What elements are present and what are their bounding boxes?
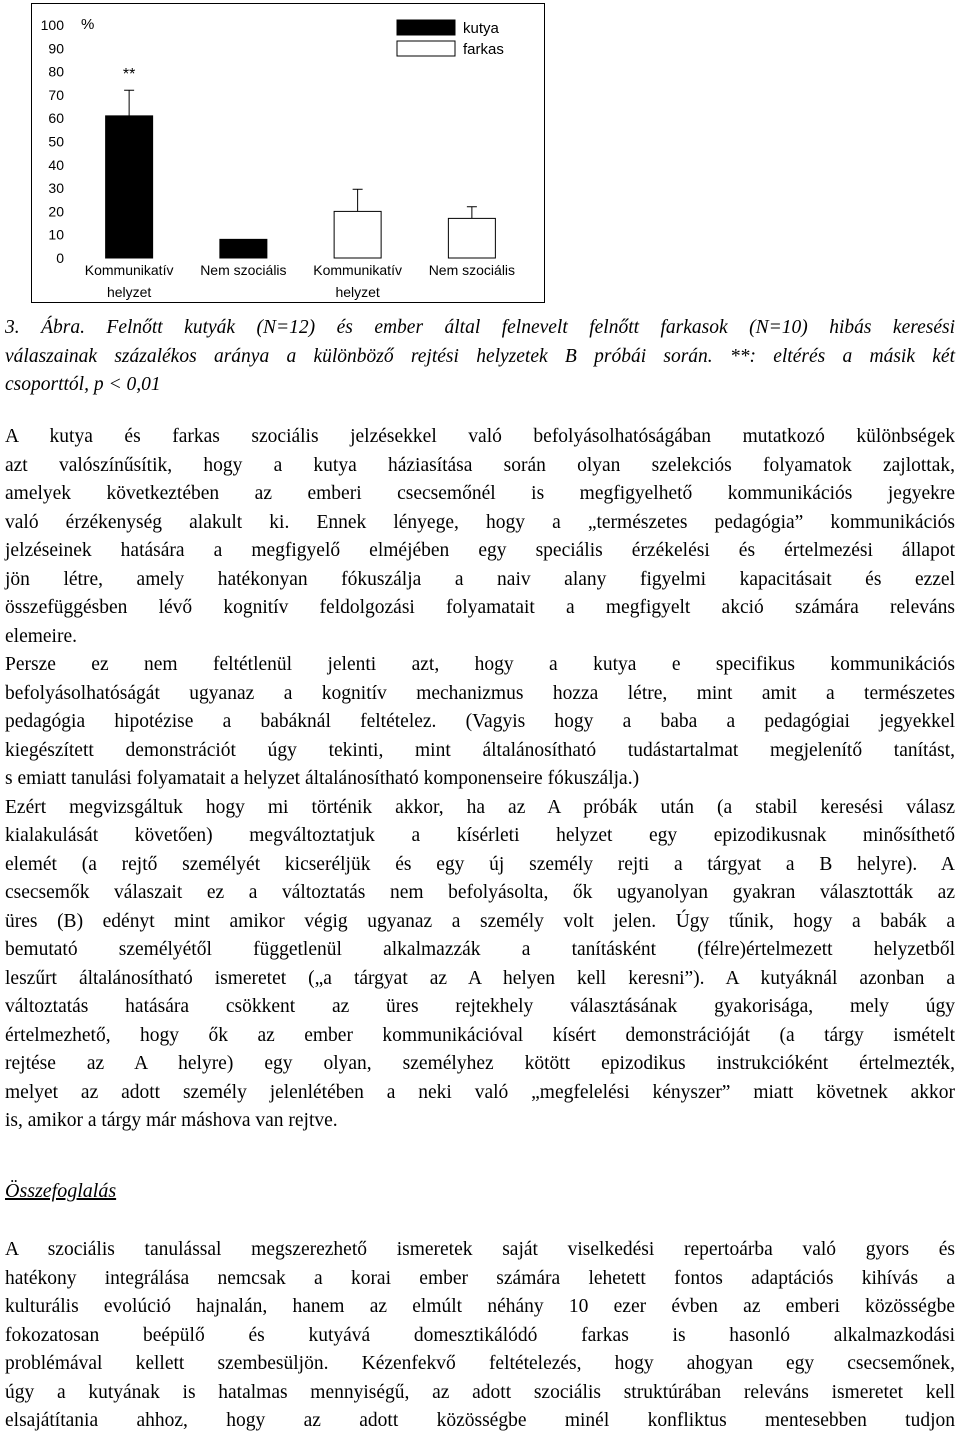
x-category-label: Nem szociális [428,262,516,278]
bar-chart [31,3,545,303]
paragraph [5,651,955,794]
text-line: A kutya és farkas szociális jelzésekkel való befolyásolhatóságában mutatkozó különbségek [5,426,955,447]
text-line: Ezért megvizsgáltuk hogy mi történik akkor, ha az A próbák után (a stabil keresési válasz [5,796,955,818]
legend-swatch-kutya [397,20,455,35]
text-line: csoporttól, p < 0,01 [5,374,161,395]
text-line: is, amikor a tárgy már máshova van rejtve. [5,1110,338,1131]
text-line: rejtése az A helyre) egy olyan, személyhez kötött epizodikus instrukcióként értelmezték, [5,1053,955,1074]
x-category-label: helyzet [106,284,152,300]
text-line: értelmezhető, hogy ők az ember kommunikációval kísért demonstrációját (a tárgy ismételt [5,1024,955,1046]
text-line: befolyásolhatóságát ugyanaz a kognitív mechanizmus hozza létre, mint amit a természetes [5,682,955,704]
legend-label: kutya [463,20,499,37]
text-line: azt valószínűsítik, hogy a kutya háziasítása során olyan szelekciós folyamatok zajlottak, [5,454,955,476]
significance-marker: ** [122,66,136,84]
text-line: A szociális tanulással megszerezhető ismeretek saját viselkedési repertoárba való gyors és [5,1239,955,1260]
text-line: jelzéseinek hatására a megfigyelő elméjében egy speciális érzékelési és értelmezési állapot [5,540,955,561]
y-tick-label: 90 [48,40,64,57]
bar-kutya [106,116,153,258]
bar-farkas [334,211,381,258]
text-line: összefüggésben lévő kognitív feldolgozási folyamatait a megfigyelt akció számára releváns [5,597,955,618]
body-text [5,423,955,1136]
text-line: kialakulását követően) megváltoztatjuk a kísérleti helyzet egy epizodikusnak minősíthető [5,825,955,846]
text-line: kulturális evolúció hajnalán, hanem az elmúlt néhány 10 ezer évben az emberi közösségbe [5,1296,955,1317]
text-line: hatékony integrálása nemcsak a korai ember számára lehetett fontos adaptációs kihívás a [5,1267,955,1289]
text-line: elemét (a rejtő személyét kicseréljük és egy új személy rejti a tárgyat a B helyre). A [5,853,955,875]
x-category-label: helyzet [335,284,380,300]
summary-text [5,1236,955,1436]
text-line: való érzékenység alakult ki. Ennek lényege, hogy a „természetes pedagógia” kommunikációs [5,511,955,533]
y-tick-label: 60 [48,110,64,127]
text-line: amelyek következtében az emberi csecsemőnél is megfigyelhető kommunikációs jegyekre [5,483,955,504]
x-category-label: Nem szociális [200,262,287,278]
text-line: elsajátítania ahhoz, hogy az adott közösségbe minél konfliktus mentesebben tudjon [5,1410,955,1431]
paragraph [5,794,955,1136]
y-tick-label: 50 [48,133,64,150]
x-category-label: Kommunikatív [313,262,402,278]
text-line: s emiatt tanulási folyamatait a helyzet általánosítható komponenseire fókuszálja.) [5,768,640,789]
text-line: Persze ez nem feltétlenül jelenti azt, hogy a kutya e specifikus kommunikációs [5,654,955,675]
text-line: leszűrt általánosítható ismeretet („a tárgyat az A helyen kell keresni”). A kutyáknál azonban a [5,967,955,989]
text-line: üres (B) edényt mint amikor végig ugyanaz a személy volt jelen. Úgy tűnik, hogy a babák a [5,910,955,932]
bar-kutya [220,239,267,258]
y-tick-label: 40 [48,156,64,173]
text-line: problémával kellett szembesüljön. Kézenfekvő feltételezés, hogy ahogyan egy csecsemőnek, [5,1353,955,1374]
legend-swatch-farkas [397,41,455,56]
y-unit-label: % [81,16,95,33]
text-line: válaszainak százalékos aránya a különböző rejtési helyzetek B próbái során. **: eltérés a másik két [5,345,955,367]
y-tick-label: 10 [48,226,64,243]
text-line: melyet az adott személy jelenlétében a neki való „megfelelési kényszer” miatt követnek akkor [5,1081,955,1103]
bar-farkas [448,218,495,258]
x-category-label: Kommunikatív [84,262,174,278]
legend-label: farkas [463,41,504,58]
text-line: fokozatosan beépülő és kutyává domesztikálódó farkas is hasonló alkalmazkodási [5,1324,955,1346]
text-line: pedagógia hipotézise a babáknál feltételez. (Vagyis hogy a baba a pedagógiai jegyekkel [5,711,955,732]
text-line: kiegészített demonstrációt úgy tekinti, mint általánosítható tudástartalmat megjelenítő tanítást, [5,739,955,761]
y-tick-label: 0 [56,250,64,266]
y-tick-label: 20 [48,203,64,220]
text-line: változtatás hatására csökkent az üres rejtekhely választásának gyakorisága, mely úgy [5,996,955,1017]
text-line: bemutató személyétől függetlenül alkalmazzák a tanításként (félre)értelmezett helyzetből [5,939,955,960]
figure-3-chart [31,3,545,303]
y-tick-label: 70 [48,86,64,103]
text-line: elemeire. [5,625,77,647]
text-line: jön létre, amely hatékonyan fókuszálja a naiv alany figyelmi kapacitásait és ezzel [5,568,955,590]
section-heading: Összefoglalás [5,1180,117,1202]
paragraph [5,1236,955,1436]
paragraph [5,314,955,400]
y-tick-label: 100 [40,17,64,33]
y-tick-label: 80 [48,63,64,80]
y-tick-label: 30 [48,180,64,197]
text-line: csecsemők válaszait ez a változtatás nem befolyásolta, ők ugyanolyan gyakran választották az [5,882,955,903]
paragraph [5,423,955,651]
text-line: 3. Ábra. Felnőtt kutyák (N=12) és ember által felnevelt felnőtt farkasok (N=10) hibás keresési [5,317,955,338]
text-line: úgy a kutyának is hatalmas mennyiségű, az adott szociális struktúrában releváns ismeretet kell [5,1381,955,1403]
figure-caption [5,314,955,400]
